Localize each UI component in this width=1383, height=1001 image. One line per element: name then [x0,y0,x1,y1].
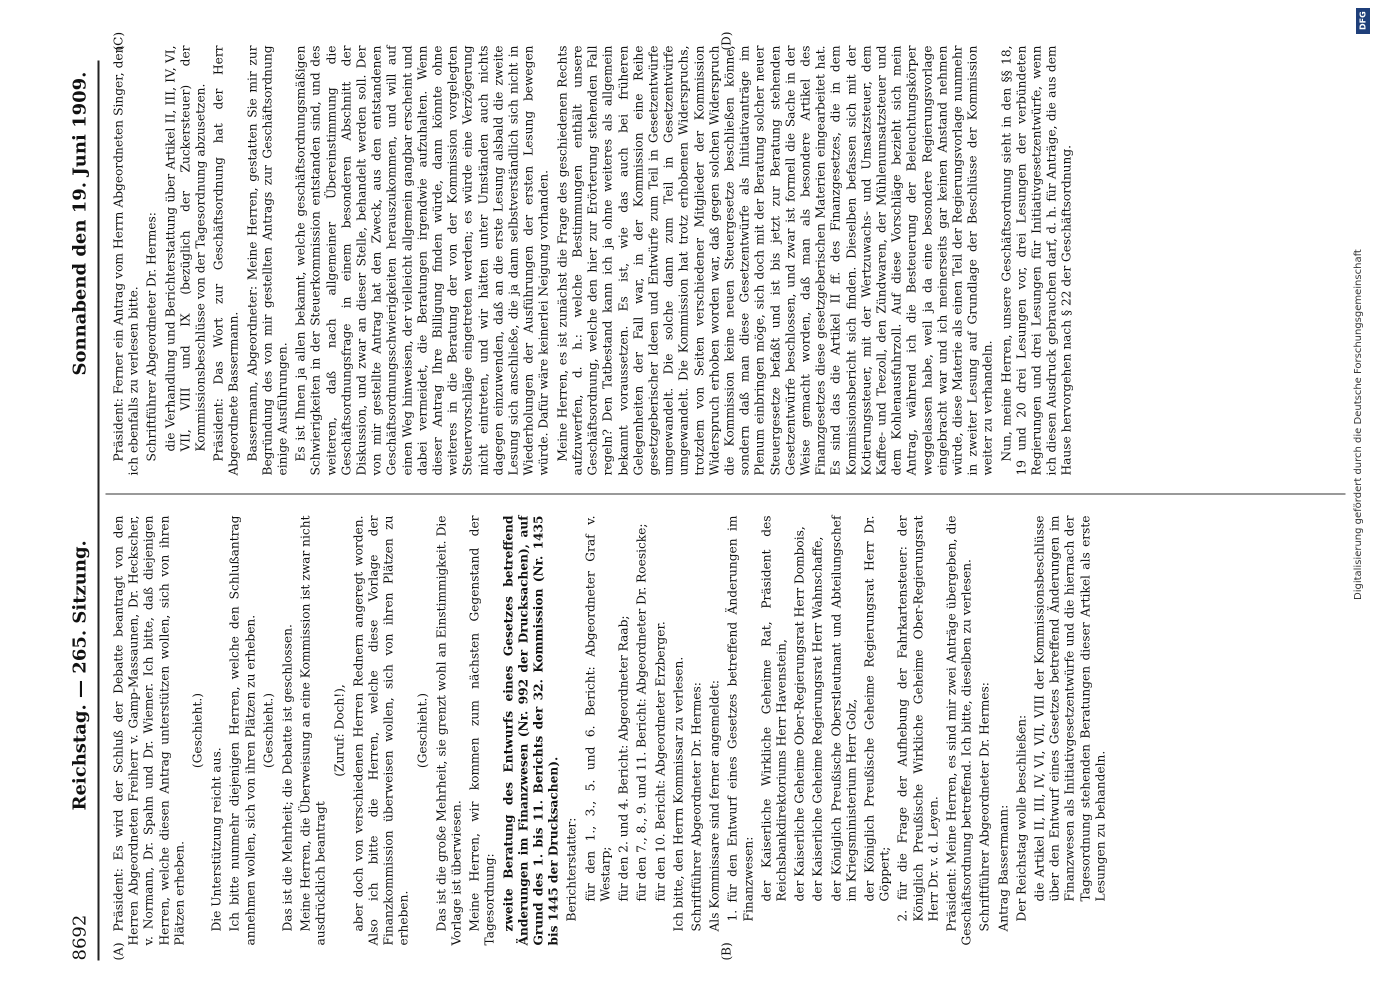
list-item: für den 1., 3., 5. und 6. Bericht: Abgeordneter Graf v. Westarp; [583,515,613,902]
dfg-logo: DFG [1356,8,1370,34]
column-divider [106,494,1346,495]
paragraph: Das ist die Mehrheit; die Debatte ist geschlossen. [280,624,295,932]
page-number: 8692 [69,914,91,961]
speaker-line: Schriftführer Abgeordneter Dr. Hermes: [144,212,159,462]
paragraph: Nun, meine Herren, unsere Geschäftsordnung sieht in den §§ 18, 19 und 20 drei Lesungen vor, drei Lesungen der verbündeten Regierungen und drei Lesungen für Initiativgesetzentwürfe, wenn ich diesen Ausdruck gebrauchen darf, d. h. für Anträge, die aus dem Hause hervorgehen nach § 22 der Geschäftsordnung. [999,45,1074,476]
paragraph: Ich bitte, den Herrn Kommissar zu verlesen. [671,656,686,932]
speaker-line: Schriftführer Abgeordneter Dr. Hermes: [977,682,992,932]
interjection: (Zuruf: Doch!), [332,684,347,777]
list-item: der Königlich Preußische Oberstleutnant und Abteilungschef im Kriegsministerium Herr Golz, [829,515,859,902]
paragraph: Das ist die große Mehrheit, sie grenzt wohl an Einstimmigkeit. Die Vorlage ist überwiesen. [434,515,464,946]
left-column [112,516,1112,946]
paragraph: Die Unterstützung reicht aus. [209,747,224,932]
paragraph: Antrag Bassermann: [996,804,1011,932]
paragraph: Präsident: Ferner ein Antrag vom Herrn Abgeordneten Singer, den ich ebenfalls zu verlesen bitte. [111,45,141,476]
paragraph: Der Reichstag wolle beschließen: [1014,714,1029,922]
paragraph: Meine Herren, es ist zunächst die Frage des geschiedenen Rechts aufzuwerfen, d. h.: welche Bestimmungen enthält unsere Geschäftsordnung, welche den hier zur Erörterung stehenden Fall regeln? Den Tatbestand kann ich ja ohne weiteres als allgemein bekannt voraussetzen. Es ist, wie das auch bei früheren Gelegenheiten der Fall war, in der Kommission eine Reihe gesetzgeberischer Ideen und Entwürfe zum Teil in Gesetzentwürfe umgewandelt. Die solche dann zum Teil in Gesetzentwürfe umgewandelt. Die Kommission hat trotz erhobenen Widerspruchs, trotzdem von Seiten verschiedener Mitglieder der Kommission Widerspruch erhoben worden war, daß gegen solchen Widerspruch die Kommission keine neuen Steuergesetze beschließen könne, sondern daß man diese Gesetzentwürfe als Initiativanträge im Plenum einbringen möge, sich doch mit der Beratung solcher neuer Steuergesetze befaßt und ist bis jetzt zur Beratung stehenden Gesetzentwürfe beschlossen, und zwar ist formell die Sache in der Weise gemacht worden, daß man als besondere Artikel des Finanzgesetzes diese gesetzgeberischen Materien eingearbeitet hat. Es sind das die Artikel II ff. des Finanzgesetzes, die in dem Kommissionsbericht sich finden. Dieselben befassen sich mit der Kotierungssteuer, mit der Wertzuwachs- und Umsatzsteuer, dem Kaffee- und Teezoll, den Zündwaren, der Mühlenumsatzsteuer und dem Kohlenausfuhrzoll. Auf diese Vorschläge bezieht sich mein Antrag, während ich die Besteuerung der Beleuchtungskörper weggelassen habe, weil ja da eine besondere Regierungsvorlage eingebracht war und ich meinerseits gar keinen Anstand nehmen würde, diese Materie als einen Teil der Regierungsvorlage nunmehr in zweiter Lesung auf Grundlage der Beschlüsse der Kommission weiter zu verhandeln. [555,45,995,476]
paragraph: Als Kommissare sind ferner angemeldet: [707,680,722,932]
margin-marker-c: (C) [111,31,126,51]
header-rule [98,61,100,961]
paragraph: aber doch von verschiedenen Herren Rednern angeregt worden. Also ich bitte die Herren, welche diese Vorlage der Finanzkommission überweisen wollen, sich von ihren Plätzen zu erheben. [351,515,411,946]
paragraph: Es ist Ihnen ja allen bekannt, welche geschäftsordnungsmäßigen Schwierigkeiten in der Steuerkommission entstanden sind, und des weiteren, daß nach allgemeiner Übereinstimmung die Geschäftsordnungsfrage in einem besonderen Abschnitt der Diskussion, und zwar an dieser Stelle, behandelt werden soll. Der von mir gestellte Antrag hat den Zweck, aus den entstandenen Geschäftsordnungsschwierigkeiten herauszukommen, und will auf einen Weg hinweisen, der vielleicht allgemein gangbar erscheint und dabei vermeidet, die Beratungen irgendwie aufzuhalten. Wenn dieser Antrag Ihre Billigung finden würde, dann könnte ohne weiteres in die Beratung der von der Kommission vorgelegten Steuervorschläge eingetreten werden; es würde eine Verzögerung nicht eintreten, und wir hätten unter Umständen auch nichts dagegen einzuwenden, daß an die erste Lesung alsbald die zweite Lesung sich anschließe, die ja dann selbstverständlich sich nicht in Wiederholungen der Ausführungen der ersten Lesung bewegen würde. Dafür wäre keinerlei Neigung vorhanden. [293,45,551,476]
paragraph: Präsident: Meine Herren, es sind mir zwei Anträge übergeben, die Geschäftsordnung betreffend. Ich bitte, dieselben zu verlesen. [944,515,974,946]
motion-text: die Artikel II, III, IV, VI, VII, VIII der Kommissionsbeschlüsse über den Entwurf eines Gesetzes betreffend Änderungen im Finanzwesen als Initiativgesetzentwürfe und die hiernach der Tagesordnung stehenden Beratungen dieser Artikel als erste Lesungen zu behandeln. [1032,515,1108,902]
right-running-title: Sonnabend den 19. Juni 1909. [69,71,91,376]
paragraph: Meine Herren, wir kommen zum nächsten Gegenstand der Tagesordnung: [467,515,497,946]
digitization-note: Digitalisierung gefördert durch die Deutsche Forschungsgemeinschaft [1353,249,1364,600]
page-header [70,61,98,961]
paragraph: Präsident: Das Wort zur Geschäftsordnung hat der Herr Abgeordnete Bassermann. [211,45,241,476]
list-item: für den 7., 8., 9. und 11. Bericht: Abgeordneter Dr. Roesicke; [634,523,649,902]
paragraph: Bassermann, Abgeordneter: Meine Herren, gestatten Sie mir zur Begründung des von mir gestellten Antrags zur Geschäftsordnung einige Ausführungen. [245,45,290,476]
list-item: der Kaiserliche Wirkliche Geheime Rat, Präsident des Reichsbankdirektoriums Herr Havenstein, [759,515,789,902]
motion-text: die Verhandlung und Berichterstattung über Artikel II, III, IV, VI, VII, VIII und IX (bezüglich der Zuckersteuer) der Kommissionsbeschlüsse von der Tagesordnung abzusetzen. [163,45,208,452]
list-item: der Königlich Preußische Geheime Regierungsrat Herr Dr. Göppert; [862,515,892,902]
document-page [0,1,1383,1001]
list-item: der Kaiserliche Geheime Regierungsrat Herr Wahnschaffe, [810,536,825,902]
agenda-item: zweite Beratung des Entwurfs eines Gesetzes betreffend Änderungen im Finanzwesen (Nr. 992 der Drucksachen), auf Grund des 1. bis 11. Berichts der 32. Kommission (Nr. 1435 bis 1445 der Drucksachen). [501,515,561,946]
paragraph: Berichterstatter: [564,817,579,922]
stage-direction: (Geschieht.) [415,692,430,769]
margin-marker-a: (A) [111,942,126,961]
stage-direction: (Geschieht.) [261,692,276,769]
margin-marker-b: (B) [719,942,734,961]
paragraph: Präsident: Es wird der Schluß der Debatte beantragt von den Herren Abgeordneten Freiherr v. Gamp-Massaunen, Dr. Heckscher, v. Normann, Dr. Spahn und Dr. Wiemer. Ich bitte, daß diejenigen Herren, welche diesen Antrag unterstützen wollen, sich von ihren Plätzen erheben. [111,515,187,946]
list-item: 2. für die Frage der Aufhebung der Fahrkartensteuer: der Königlich Preußische Wirkliche Geheime Ober-Regierungsrat Herr Dr. v. d. Leyen. [895,515,941,922]
margin-marker-d: (D) [719,31,734,51]
list-item: für den 10. Bericht: Abgeordneter Erzberger. [653,621,667,902]
left-running-title: Reichstag. — 265. Sitzung. [69,540,91,811]
list-item: der Kaiserliche Geheime Ober-Regierungsrat Herr Dombois, [792,526,807,902]
paragraph: Meine Herren, die Überweisung an eine Kommission ist zwar nicht ausdrücklich beantragt [298,515,328,946]
list-item: für den 2. und 4. Bericht: Abgeordneter Raab; [616,615,631,902]
right-column [112,46,1079,476]
paragraph: Ich bitte nunmehr diejenigen Herren, welche den Schlußantrag annehmen wollen, sich von ihren Plätzen zu erheben. [227,515,258,946]
list-item: 1. für den Entwurf eines Gesetzes betreffend Änderungen im Finanzwesen: [725,515,756,922]
speaker-line: Schriftführer Abgeordneter Dr. Hermes: [689,682,704,932]
stage-direction: (Geschieht.) [190,692,205,769]
